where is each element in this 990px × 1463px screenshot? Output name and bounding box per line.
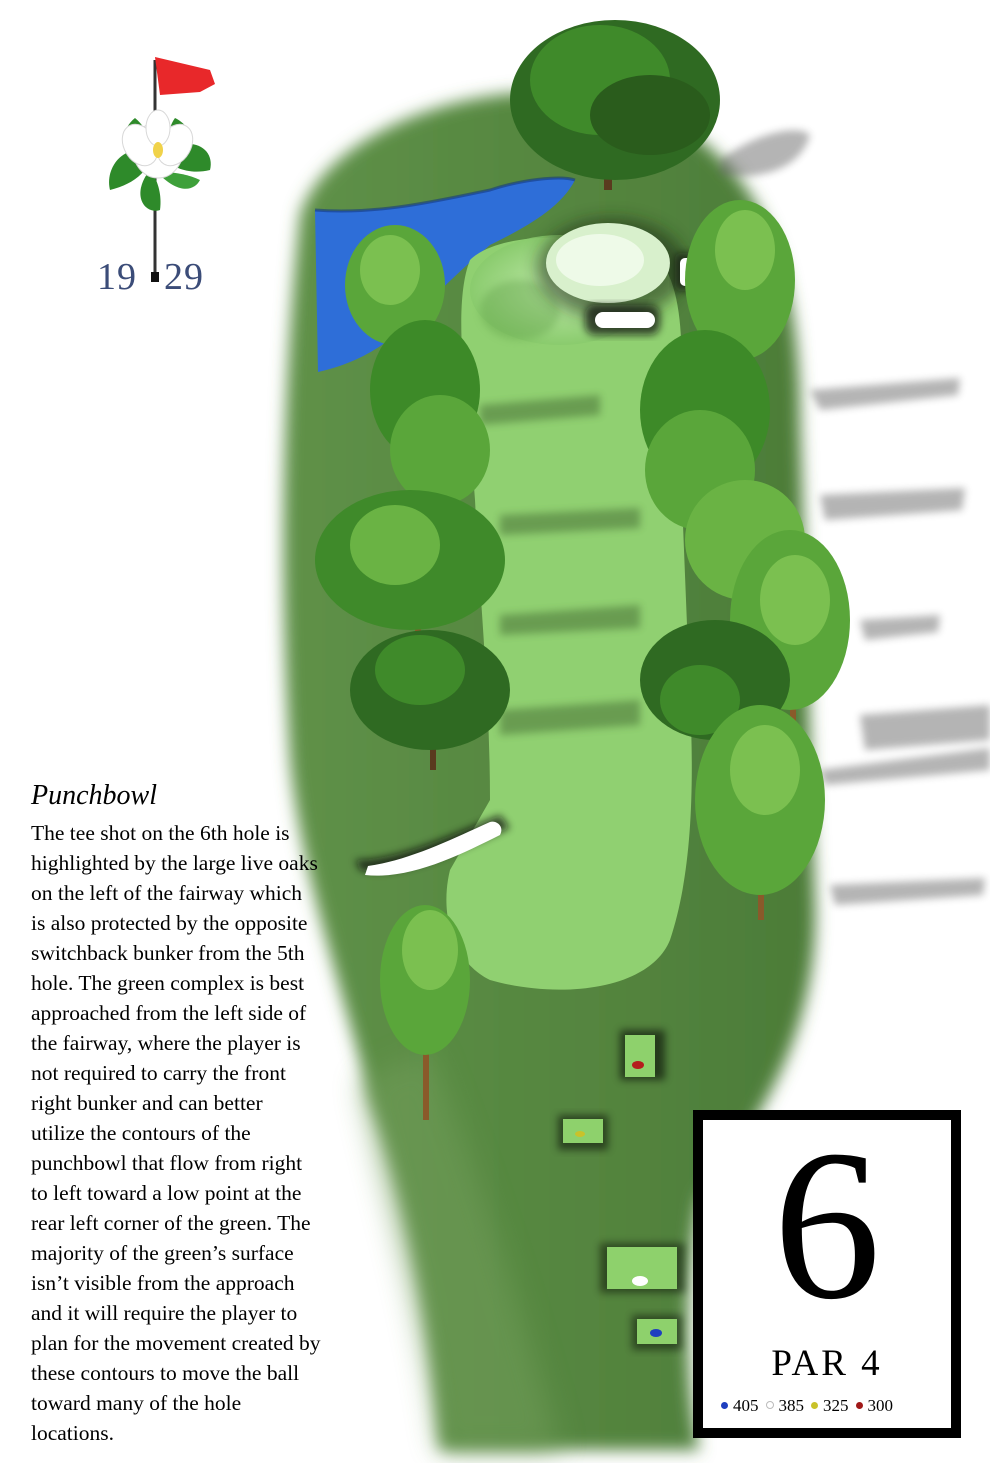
tee-blue <box>632 1315 682 1350</box>
description-line: the fairway, where the player is <box>31 1031 301 1055</box>
tee-yardage <box>766 1396 805 1416</box>
description-line: right bunker and can better <box>31 1091 263 1115</box>
description-line: these contours to move the ball <box>31 1361 300 1385</box>
description-line: not required to carry the front <box>31 1061 286 1085</box>
description-line: is also protected by the opposite <box>31 911 308 935</box>
description-line: and it will require the player to <box>31 1301 298 1325</box>
description-line: rear left corner of the green. The <box>31 1211 311 1235</box>
tee-yardage <box>856 1396 894 1416</box>
description-line: approached from the left side of <box>31 1001 307 1025</box>
description-line: majority of the green’s surface <box>31 1241 294 1265</box>
tee-yardages <box>721 1396 900 1416</box>
logo-year-right: 29 <box>164 256 204 298</box>
description-line: hole. The green complex is best <box>31 971 305 995</box>
tee-yellow <box>558 1115 608 1150</box>
tee-yardage-value: 300 <box>867 1396 893 1415</box>
description-line: punchbowl that flow from right <box>31 1151 303 1175</box>
tee-marker-dot-icon <box>766 1401 774 1409</box>
description-line: highlighted by the large live oaks <box>31 851 318 875</box>
hole-title: Punchbowl <box>31 780 157 811</box>
description-line: The tee shot on the 6th hole is <box>31 821 290 845</box>
description-line: switchback bunker from the 5th <box>31 941 305 965</box>
logo-year-left: 19 <box>97 256 137 298</box>
tee-red <box>620 1030 665 1080</box>
description-line: toward many of the hole <box>31 1391 242 1415</box>
tee-yardage-value: 405 <box>733 1396 759 1415</box>
description-line: to left toward a low point at the <box>31 1181 302 1205</box>
description-line: locations. <box>31 1421 114 1445</box>
tee-white <box>600 1243 685 1293</box>
hole-number: 6 <box>773 1105 881 1344</box>
hole-description <box>31 818 381 1448</box>
scorecard-inner <box>703 1105 951 1428</box>
scorecard <box>693 1105 961 1438</box>
description-line: utilize the contours of the <box>31 1121 251 1145</box>
description-line: on the left of the fairway which <box>31 881 303 905</box>
tee-marker-dot-icon <box>856 1402 863 1409</box>
logo <box>92 50 222 298</box>
tee-yardage <box>811 1396 849 1416</box>
tee-yardage <box>721 1396 759 1416</box>
description-line: plan for the movement created by <box>31 1331 321 1355</box>
description-line: isn’t visible from the approach <box>31 1271 295 1295</box>
tee-marker-dot-icon <box>811 1402 818 1409</box>
par-label: PAR 4 <box>771 1343 883 1384</box>
tee-marker-dot-icon <box>721 1402 728 1409</box>
tee-yardage-value: 385 <box>778 1396 804 1415</box>
greenside-bunker <box>537 218 687 318</box>
front-right-bunker <box>585 305 660 335</box>
tee-yardage-value: 325 <box>823 1396 849 1415</box>
